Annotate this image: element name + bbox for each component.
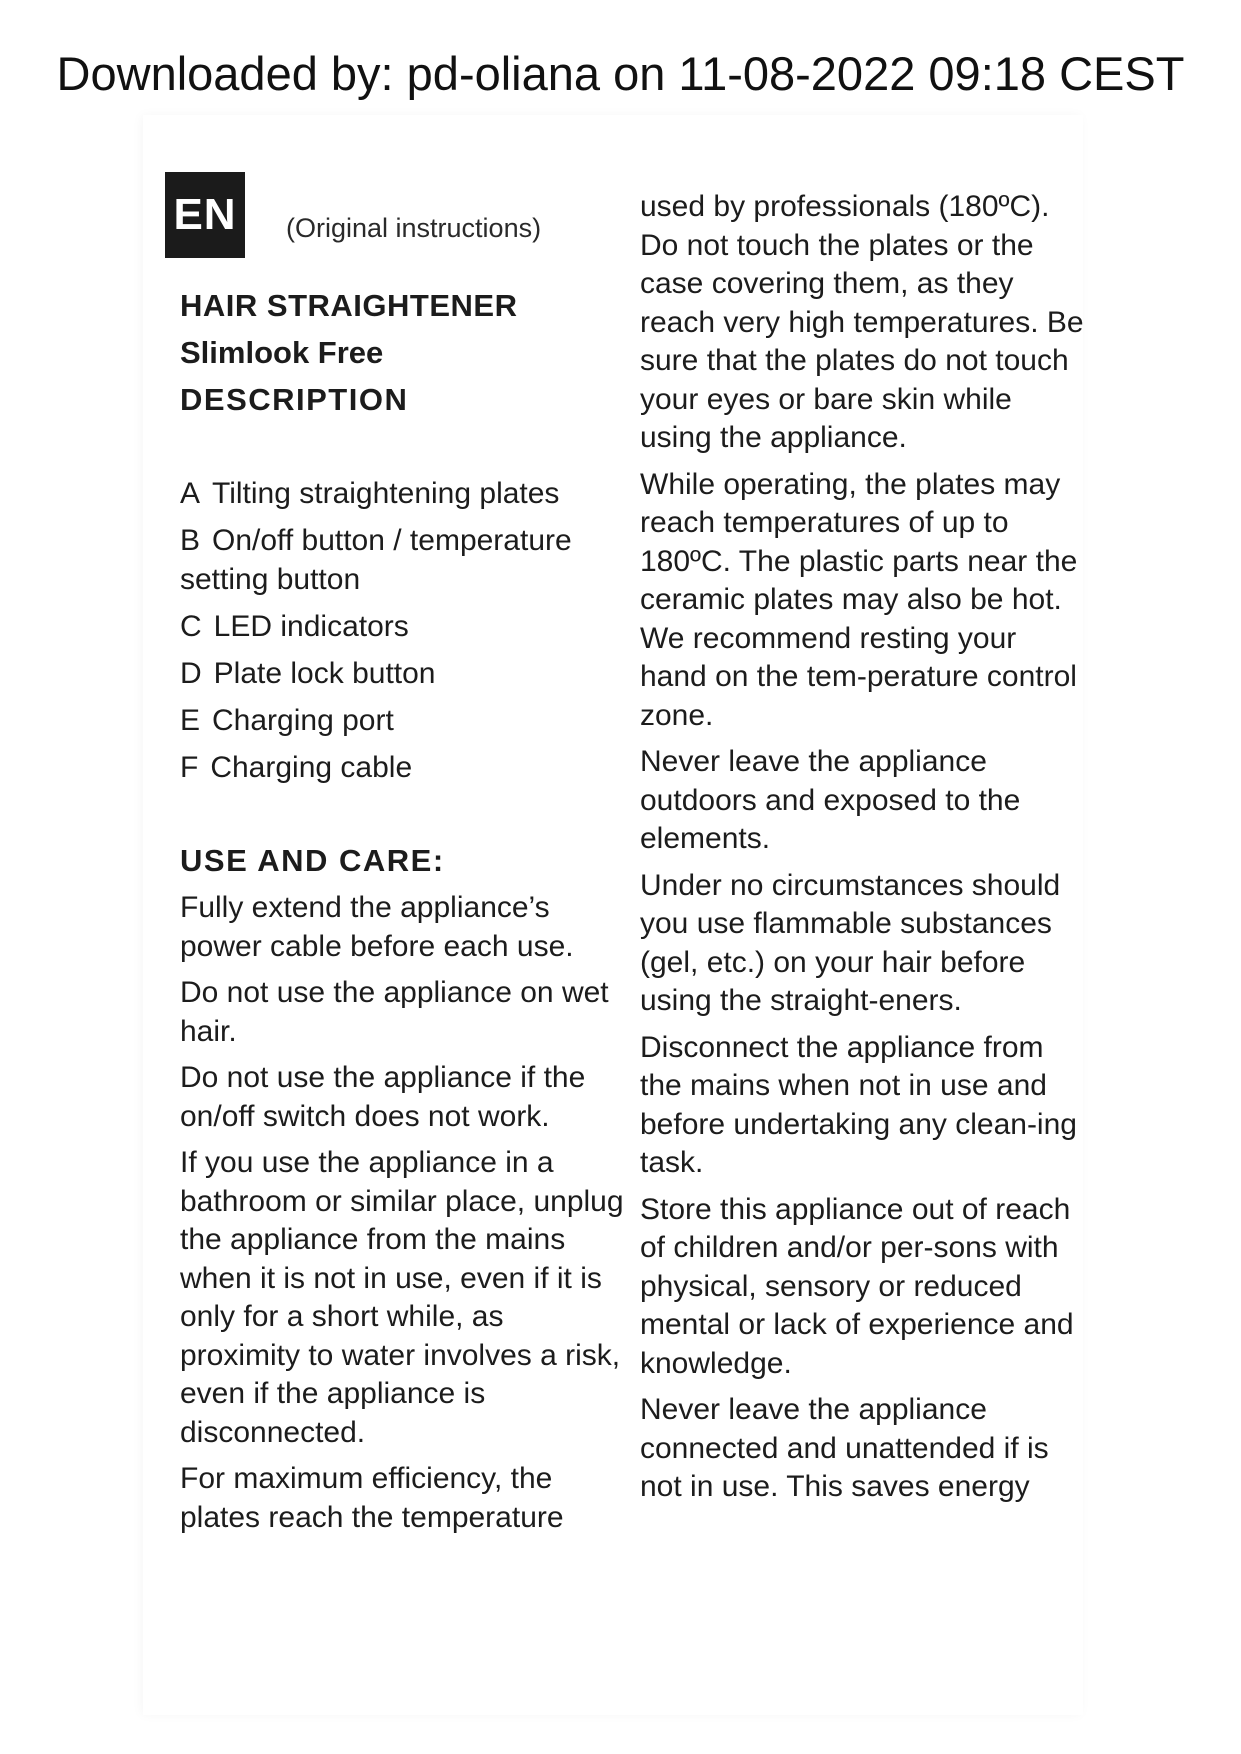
paragraph: While operating, the plates may reach temperatures of up to 180ºC. The plastic parts near the ceramic plates may also be hot. We recommend resting your hand on the tem-perature control zone. bbox=[640, 467, 1078, 732]
list-item bbox=[180, 521, 625, 599]
part-label: On/off button / temperature setting button bbox=[180, 524, 572, 596]
list-item bbox=[180, 654, 625, 693]
download-banner: Downloaded by: pd-oliana on 11-08-2022 09:18 CEST bbox=[56, 47, 1185, 100]
part-letter: C bbox=[180, 610, 202, 643]
use-and-care-heading: USE AND CARE: bbox=[180, 843, 445, 878]
list-item bbox=[180, 748, 625, 787]
paragraph: Never leave the appliance connected and unattended if is not in use. This saves energy bbox=[640, 1393, 1049, 1503]
part-letter: F bbox=[180, 751, 199, 784]
product-type-title: HAIR STRAIGHTENER bbox=[180, 288, 518, 323]
part-label: LED indicators bbox=[213, 610, 409, 643]
parts-list bbox=[180, 474, 625, 787]
paragraph: Do not use the appliance on wet hair. bbox=[180, 976, 609, 1048]
description-heading: DESCRIPTION bbox=[180, 382, 409, 417]
part-label: Charging port bbox=[212, 704, 394, 737]
language-badge: EN bbox=[165, 172, 245, 258]
left-column bbox=[180, 280, 625, 1545]
list-item bbox=[180, 607, 625, 646]
part-label: Plate lock button bbox=[213, 657, 436, 690]
part-letter: B bbox=[180, 524, 201, 557]
part-letter: E bbox=[180, 704, 201, 737]
part-label: Tilting straightening plates bbox=[212, 477, 560, 510]
original-instructions-note: (Original instructions) bbox=[286, 213, 542, 243]
paragraph: Never leave the appliance outdoors and exposed to the elements. bbox=[640, 745, 1021, 855]
list-item bbox=[180, 701, 625, 740]
paragraph: used by professionals (180ºC). Do not touch the plates or the case covering them, as they reach very high temperatures. Be sure that the plates do not touch your eyes or bare skin while using the appliance. bbox=[640, 190, 1084, 454]
product-model-title: Slimlook Free bbox=[180, 335, 384, 370]
paragraph: Store this appliance out of reach of children and/or per-sons with physical, sensory or reduced mental or lack of experience and knowledge. bbox=[640, 1192, 1074, 1380]
part-letter: A bbox=[180, 477, 201, 510]
paragraph: Under no circumstances should you use flammable substances (gel, etc.) on your hair before using the straight-eners. bbox=[640, 868, 1061, 1017]
paragraph: Disconnect the appliance from the mains when not in use and before undertaking any clean-ing task. bbox=[640, 1030, 1077, 1179]
paragraph: Do not use the appliance if the on/off switch does not work. bbox=[180, 1061, 586, 1133]
part-label: Charging cable bbox=[210, 751, 413, 784]
paragraph: Fully extend the appliance’s power cable before each use. bbox=[180, 891, 574, 963]
paragraph: For maximum efficiency, the plates reach the temperature bbox=[180, 1462, 564, 1534]
right-column bbox=[640, 188, 1085, 1515]
paragraph: If you use the appliance in a bathroom or similar place, unplug the appliance from the mains when it is not in use, even if it is only for a short while, as proximity to water involves a risk, even if the appliance is disconnected. bbox=[180, 1146, 624, 1449]
part-letter: D bbox=[180, 657, 202, 690]
list-item bbox=[180, 474, 625, 513]
